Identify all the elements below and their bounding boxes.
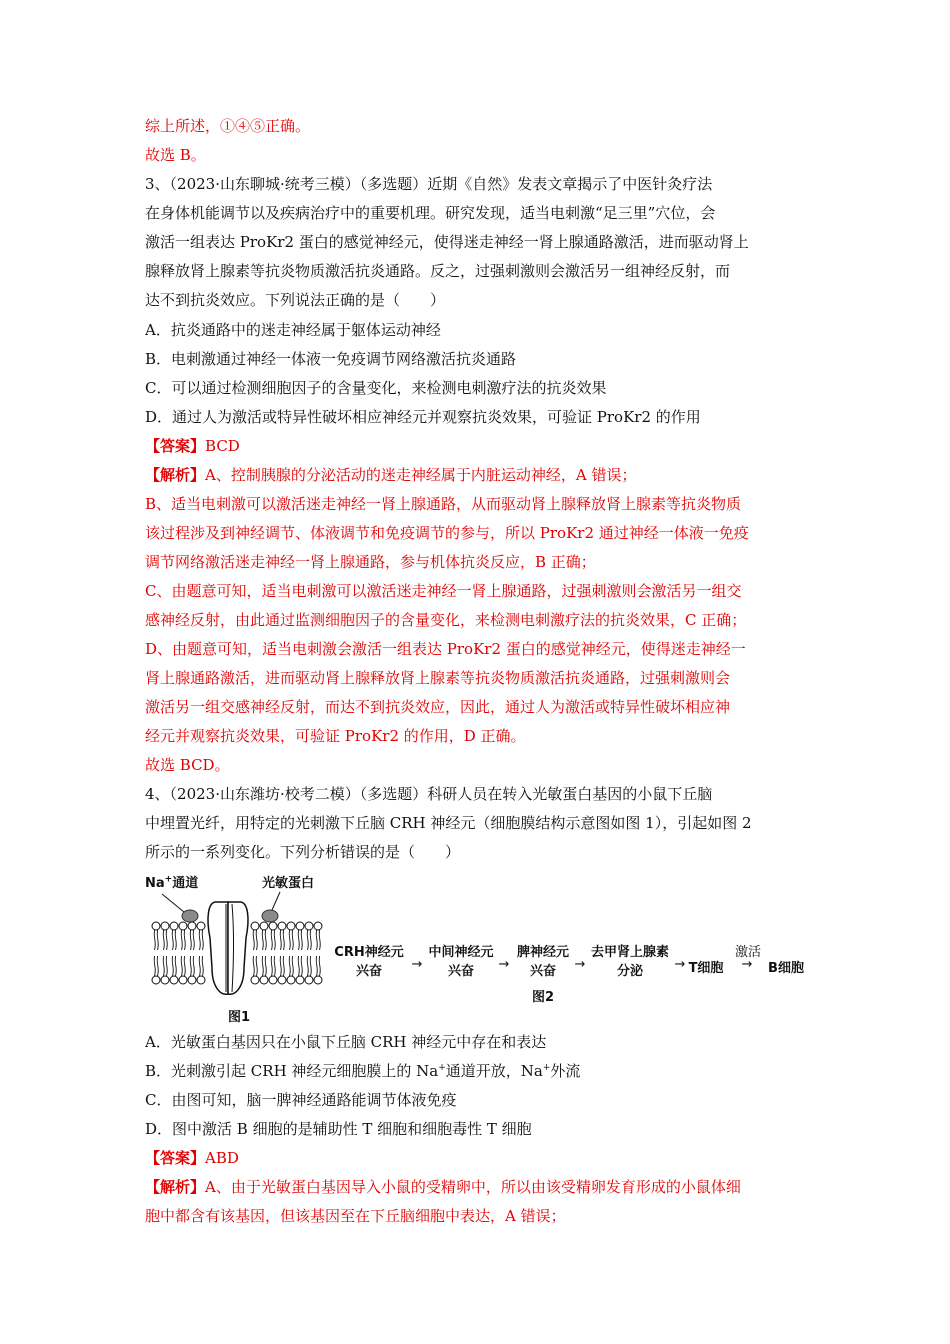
lipid-tail (163, 930, 167, 950)
lipid-tail (199, 956, 203, 976)
fig2-arrow-4: → (674, 957, 686, 972)
channel-protein-left (208, 902, 228, 994)
q4-answer-tag: 【答案】 (145, 1149, 206, 1167)
q3-explanation-6: 感神经反射，由此通过监测细胞因子的含量变化，来检测电刺激疗法的抗炎效果，C 正确； (145, 611, 747, 629)
q4-explanation-1 (145, 1177, 815, 1197)
lipid-head (179, 922, 187, 930)
lipid-head (152, 976, 160, 984)
fig2-arrow-2: → (498, 957, 510, 972)
lipid-head (287, 976, 295, 984)
q3-answer-value: BCD (205, 437, 240, 455)
lipid-tail (307, 956, 311, 976)
na-channel-leader (162, 894, 184, 912)
q4-option-b-part-2: 通道开放，Na (445, 1062, 543, 1080)
q3-stem-line-2: 在身体机能调节以及疾病治疗中的重要机理。研究发现，适当电刺激“足三里”穴位，会 (145, 204, 716, 222)
lipid-head (161, 922, 169, 930)
lipid-head (170, 976, 178, 984)
lipid-tail (316, 930, 320, 950)
q3-explanation-1-text: A、控制胰腺的分泌活动的迷走神经属于内脏运动神经，A 错误； (205, 466, 637, 484)
fig2-bcell-node: B细胞 (768, 961, 804, 976)
na-superscript: + (164, 874, 173, 885)
fig2-mid-node (425, 941, 497, 979)
na-channel-gate-icon (182, 910, 198, 922)
q4-option-a: A．光敏蛋白基因只在小鼠下丘脑 CRH 神经元中存在和表达 (145, 1033, 547, 1051)
fig2-activate-label: 激活 (734, 945, 761, 960)
summary-line: 综上所述，①④⑤正确。 (145, 117, 311, 135)
lipid-tail (271, 930, 275, 950)
lipid-tail (289, 930, 293, 950)
lipid-head (188, 922, 196, 930)
q4-answer-value: ABD (205, 1149, 239, 1167)
spleen-excite-label: 兴奋 (529, 964, 556, 979)
lipid-head (251, 922, 259, 930)
q4-option-b-part-1: B．光刺激引起 CRH 神经元细胞膜上的 Na (145, 1062, 439, 1080)
q3-option-a: A．抗炎通路中的迷走神经属于躯体运动神经 (145, 321, 441, 339)
q4-option-c: C．由图可知，脑一脾神经通路能调节体液免疫 (145, 1091, 457, 1109)
q3-stem-line-1: 3、（2023·山东聊城·统考三模）（多选题）近期《自然》发表文章揭示了中医针灸疗法 (145, 175, 713, 193)
light-protein-icon (262, 910, 278, 922)
q3-explanation-4: 调节网络激活迷走神经一肾上腺通路，参与机体抗炎反应，B 正确； (145, 553, 596, 571)
q4-stem-line-3: 所示的一系列变化。下列分析错误的是（ ） (145, 843, 461, 861)
q3-explanation-2: B、适当电刺激可以激活迷走神经一肾上腺通路，从而驱动肾上腺释放肾上腺素等抗炎物质 (145, 495, 742, 513)
q3-answer-tag: 【答案】 (145, 437, 206, 455)
crh-excite-label: 兴奋 (355, 964, 382, 979)
lipid-tail (316, 956, 320, 976)
ne-label: 去甲肾上腺素 (590, 945, 669, 960)
fig2-crh-node (330, 941, 408, 979)
lipid-tail (289, 956, 293, 976)
lipid-head (296, 922, 304, 930)
fig2-spleen-node (512, 941, 574, 979)
q4-stem-line-1: 4、（2023·山东潍坊·校考二模）（多选题）科研人员在转入光敏蛋白基因的小鼠下丘脑 (145, 785, 713, 803)
lipid-head (305, 922, 313, 930)
lipid-tail (154, 956, 158, 976)
q3-stem-line-3: 激活一组表达 ProKr2 蛋白的感觉神经元，使得迷走神经一肾上腺通路激活，进而驱动肾上 (145, 233, 749, 251)
lipid-tail (199, 930, 203, 950)
lipid-tail (154, 930, 158, 950)
lipid-head (269, 922, 277, 930)
q4-stem-line-2: 中埋置光纤，用特定的光刺激下丘脑 CRH 神经元（细胞膜结构示意图如图 1），引起如图 2 (145, 814, 752, 832)
lipid-head (287, 922, 295, 930)
lipid-tail (262, 930, 266, 950)
membrane-diagram (150, 888, 330, 1018)
channel-protein-right (228, 902, 248, 994)
q3-explanation-10: 经元并观察抗炎效果，可验证 ProKr2 的作用，D 正确。 (145, 727, 526, 745)
fig2-ne-node (588, 941, 672, 979)
lipid-tail (298, 930, 302, 950)
q4-option-b (145, 1061, 815, 1081)
lipid-tail (298, 956, 302, 976)
q4-option-b-part-3: 外流 (550, 1062, 581, 1080)
selection-line: 故选 B。 (145, 146, 206, 164)
lipid-head (251, 976, 259, 984)
q3-answer (145, 436, 815, 456)
fig2-tcell-node: T细胞 (688, 961, 724, 976)
lipid-head (296, 976, 304, 984)
lipid-tail (163, 956, 167, 976)
lipid-head (278, 922, 286, 930)
fig2-arrow-1: → (411, 957, 423, 972)
lipid-head (269, 976, 277, 984)
lipid-head (305, 976, 313, 984)
lipid-head (260, 976, 268, 984)
lipid-tail (172, 930, 176, 950)
fig1-caption: 图1 (228, 1010, 251, 1025)
lipid-head (278, 976, 286, 984)
lipid-tail (253, 930, 257, 950)
lipid-head (314, 976, 322, 984)
q3-explanation-8: 肾上腺通路激活，进而驱动肾上腺释放肾上腺素等抗炎物质激活抗炎通路，过强刺激则会 (145, 669, 731, 687)
channel-text: 通道 (172, 876, 199, 891)
lipid-head (179, 976, 187, 984)
fig2-arrow-3: → (574, 957, 586, 972)
lipid-tail (253, 956, 257, 976)
fig1-light-protein-label: 光敏蛋白 (262, 876, 315, 891)
mid-excite-label: 兴奋 (447, 964, 474, 979)
lipid-tail (172, 956, 176, 976)
lipid-tail (181, 956, 185, 976)
lipid-tail (307, 930, 311, 950)
q4-explanation-1-text: A、由于光敏蛋白基因导入小鼠的受精卵中，所以由该受精卵发育形成的小鼠体细 (205, 1178, 741, 1196)
q3-stem-line-5: 达不到抗炎效应。下列说法正确的是（ ） (145, 291, 446, 309)
lipid-tail (280, 930, 284, 950)
q3-explanation-tag: 【解析】 (145, 466, 206, 484)
mid-label: 中间神经元 (428, 945, 494, 960)
lipid-tail (181, 930, 185, 950)
q4-explanation-2: 胞中都含有该基因，但该基因至在下丘脑细胞中表达，A 错误； (145, 1207, 566, 1225)
fig2-caption: 图2 (531, 990, 555, 1005)
q3-option-d: D．通过人为激活或特异性破坏相应神经元并观察抗炎效果，可验证 ProKr2 的作用 (145, 408, 701, 426)
light-protein-leader (272, 892, 280, 910)
lipid-head (188, 976, 196, 984)
lipid-head (161, 976, 169, 984)
ne-secrete-label: 分泌 (616, 964, 643, 979)
q4-option-d: D．图中激活 B 细胞的是辅助性 T 细胞和细胞毒性 T 细胞 (145, 1120, 532, 1138)
lipid-tail (271, 956, 275, 976)
q3-option-b: B．电刺激通过神经一体液一免疫调节网络激活抗炎通路 (145, 350, 517, 368)
q3-explanation-7: D、由题意可知，适当电刺激会激活一组表达 ProKr2 蛋白的感觉神经元，使得迷走神经一 (145, 640, 746, 658)
q3-selection: 故选 BCD。 (145, 756, 230, 774)
lipid-tail (190, 930, 194, 950)
lipid-head (152, 922, 160, 930)
lipid-head (260, 922, 268, 930)
q3-option-c: C．可以通过检测细胞因子的含量变化，来检测电刺激疗法的抗炎效果 (145, 379, 607, 397)
q3-explanation-9: 激活另一组交感神经反射，而达不到抗炎效应，因此，通过人为激活或特异性破坏相应神 (145, 698, 731, 716)
lipid-head (170, 922, 178, 930)
fig2-arrow-5: → (741, 957, 753, 972)
lipid-head (197, 922, 205, 930)
na-text: Na (145, 876, 165, 891)
q4-answer (145, 1148, 815, 1168)
q3-stem-line-4: 腺释放肾上腺素等抗炎物质激活抗炎通路。反之，过强刺激则会激活另一组神经反射，而 (145, 262, 731, 280)
lipid-head (314, 922, 322, 930)
lipid-tail (280, 956, 284, 976)
crh-label: CRH神经元 (334, 945, 404, 960)
lipid-tail (262, 956, 266, 976)
na-superscript-2: + (542, 1063, 551, 1073)
spleen-label: 脾神经元 (516, 945, 569, 960)
lipid-tail (190, 956, 194, 976)
na-superscript-1: + (438, 1063, 446, 1073)
q4-explanation-tag: 【解析】 (145, 1178, 206, 1196)
q3-explanation-5: C、由题意可知，适当电刺激可以激活迷走神经一肾上腺通路，过强刺激则会激活另一组交 (145, 582, 742, 600)
lipid-head (197, 976, 205, 984)
q3-explanation-1 (145, 465, 815, 485)
q3-explanation-3: 该过程涉及到神经调节、体液调节和免疫调节的参与，所以 ProKr2 通过神经一体液一免疫 (145, 524, 749, 542)
